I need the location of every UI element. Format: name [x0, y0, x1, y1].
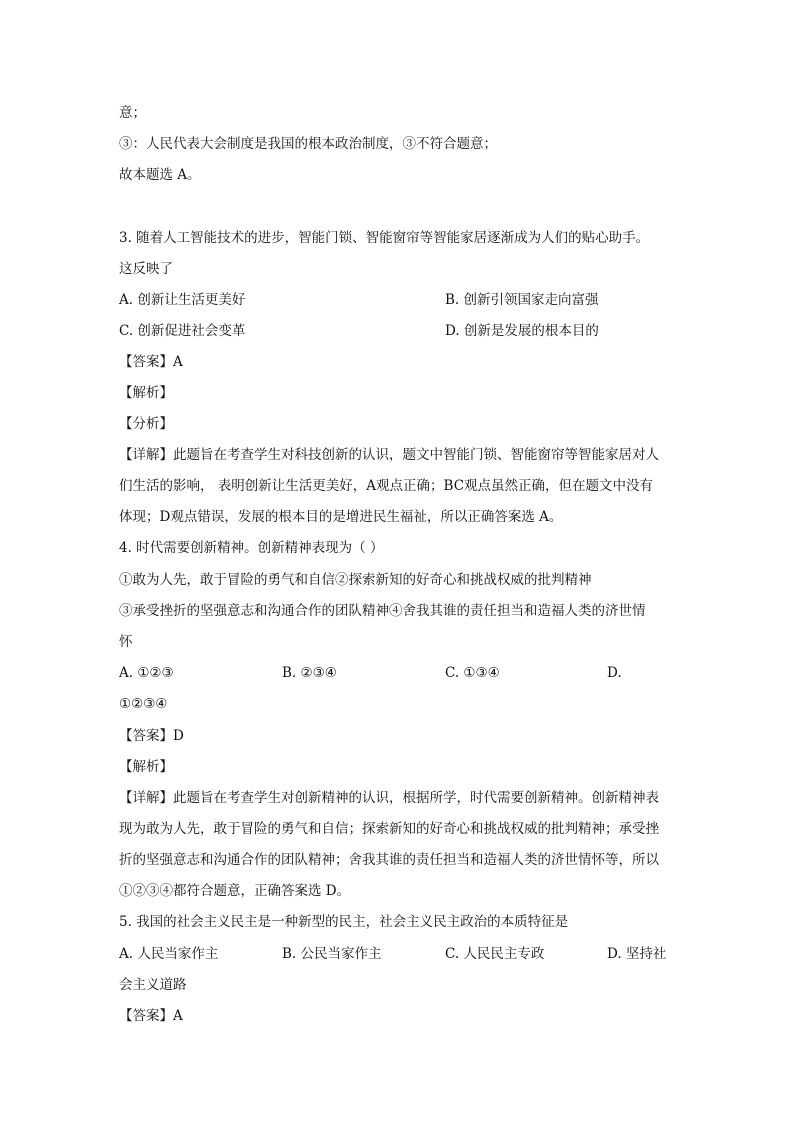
q4-detail-line-1: [119, 788, 659, 808]
q5-answer: [119, 1006, 183, 1026]
q4-option-c: C. ①③④: [445, 665, 500, 681]
prev-tail-line-1: 意；: [119, 105, 146, 121]
q4-option-b: B. ②③④: [282, 665, 337, 681]
q3-option-a: A. 创新让生活更美好: [119, 292, 246, 308]
q4-item-line-2: ③承受挫折的坚强意志和沟通合作的团队精神④舍我其谁的责任担当和造福人类的济世情: [119, 603, 646, 619]
q4-detail-line-3: 折的坚强意志和沟通合作的团队精神；舍我其谁的责任担当和造福人类的济世情怀等，所以: [119, 852, 659, 868]
q5-option-a: A. 人民当家作主: [119, 946, 219, 962]
q4-detail-line-4: ①②③④都符合题意，正确答案选 D。: [119, 883, 351, 899]
q5-stem: 5. 我国的社会主义民主是一种新型的民主，社会主义民主政治的本质特征是: [119, 914, 569, 930]
q3-option-c: C. 创新促进社会变革: [119, 323, 246, 339]
q3-detail-text-1: 此题旨在考查学生对科技创新的认识，题文中智能门锁、智能窗帘等智能家居对人: [173, 447, 659, 463]
q3-answer: [119, 352, 183, 372]
q4-option-d: D.: [607, 665, 622, 681]
q4-option-a: A. ①②③: [119, 665, 174, 681]
prev-tail-line-3: 故本题选 A。: [119, 167, 201, 183]
q3-detail-line-1: [119, 445, 659, 465]
q3-answer-label: 【答案】: [119, 354, 173, 370]
q4-answer-value: D: [173, 728, 184, 744]
q3-answer-value: A: [173, 354, 183, 370]
q4-answer-label: 【答案】: [119, 728, 173, 744]
q3-analysis-label: 【解析】: [119, 385, 173, 401]
prev-tail-line-2: ③：人民代表大会制度是我国的根本政治制度，③不符合题意；: [119, 136, 497, 152]
q5-option-c: C. 人民民主专政: [445, 946, 545, 962]
q3-detail-label: 【详解】: [119, 447, 173, 463]
q4-item-line-3: 怀: [119, 634, 133, 650]
q4-option-d-cont: ①②③④: [119, 696, 168, 712]
q3-detail-line-3: 体现；D观点错误，发展的根本目的是增进民生福祉，所以正确答案选 A。: [119, 509, 563, 525]
q4-detail-label: 【详解】: [119, 790, 173, 806]
q4-analysis-label: 【解析】: [119, 759, 173, 775]
q5-answer-value: A: [173, 1008, 183, 1024]
q5-option-b: B. 公民当家作主: [282, 946, 382, 962]
q3-detail-line-2: 们生活的影响， 表明创新让生活更美好，A观点正确；BC观点虽然正确，但在题文中没有: [119, 478, 654, 494]
q5-answer-label: 【答案】: [119, 1008, 173, 1024]
q5-option-d-cont: 会主义道路: [119, 977, 187, 993]
q3-option-d: D. 创新是发展的根本目的: [445, 323, 599, 339]
q3-fenxi-label: 【分析】: [119, 416, 173, 432]
q3-option-b: B. 创新引领国家走向富强: [445, 292, 599, 308]
q5-option-d: D. 坚持社: [607, 946, 667, 962]
q4-item-line-1: ①敢为人先，敢于冒险的勇气和自信②探索新知的好奇心和挑战权威的批判精神: [119, 572, 592, 588]
q4-detail-text-1: 此题旨在考查学生对创新精神的认识，根据所学，时代需要创新精神。创新精神表: [173, 790, 659, 806]
q3-stem-line-2: 这反映了: [119, 261, 173, 277]
q3-stem-line-1: 3. 随着人工智能技术的进步，智能门锁、智能窗帘等智能家居逐渐成为人们的贴心助手。: [119, 230, 650, 246]
q4-detail-line-2: 现为敢为人先，敢于冒险的勇气和自信；探索新知的好奇心和挑战权威的批判精神；承受挫: [119, 821, 659, 837]
q4-answer: [119, 726, 184, 746]
q4-stem: 4. 时代需要创新精神。创新精神表现为（ ）: [119, 540, 384, 556]
